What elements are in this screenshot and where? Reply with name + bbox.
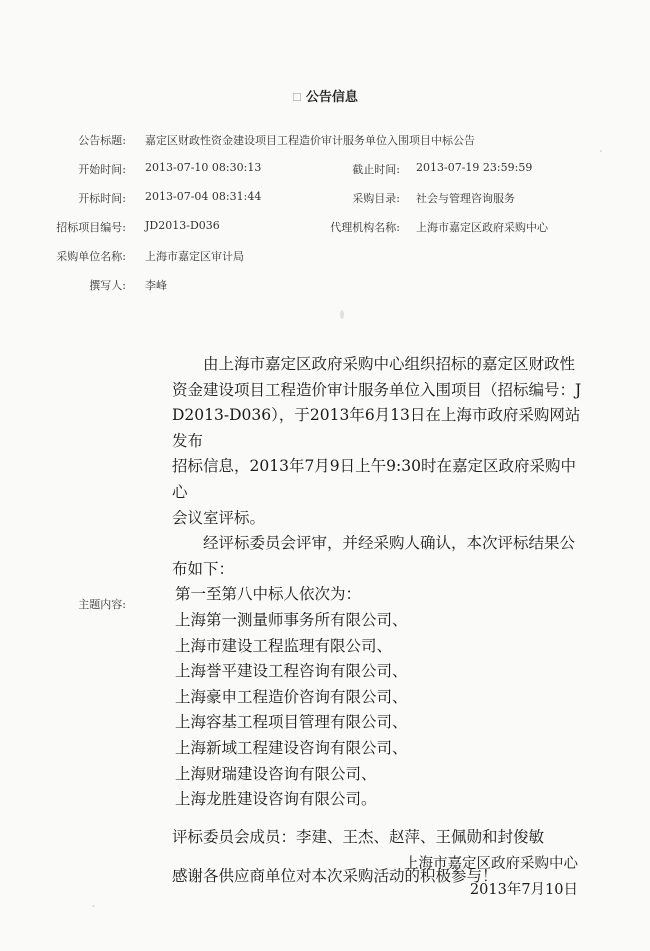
body-line: 布如下： [172,559,235,578]
winner-item: 上海市建设工程监理有限公司、 [175,636,393,655]
body-line: 经评标委员会评审，并经采购人确认，本次评标结果公 [203,534,576,553]
author-label: 撰写人: [89,279,126,292]
purchaser-value: 上海市嘉定区审计局 [145,250,244,263]
project-no-label: 招标项目编号: [56,221,126,234]
signature-org: 上海市嘉定区政府采购中心 [404,856,578,872]
purchaser-label: 采购单位名称: [56,250,126,263]
body-line: 招标信息，2013年7月9日上午9:30时在嘉定区政府采购中心 [172,457,576,501]
body-line: D2013-D036），于2013年6月13日在上海市政府采购网站发布 [172,406,581,450]
catalog-label: 采购目录: [352,192,400,205]
winner-item: 上海誉平建设工程咨询有限公司、 [175,662,408,681]
announcement-body [172,352,582,890]
body-line: 会议室评标。 [172,508,266,527]
checkbox-icon: ☐ [292,91,302,104]
author-value: 李峰 [145,279,167,292]
project-no-value: JD2013-D036 [145,219,220,232]
page-title: ☐ 公告信息 [292,90,358,105]
winner-item: 上海第一测量师事务所有限公司、 [175,610,408,629]
agency-label: 代理机构名称: [330,221,400,234]
deadline-value: 2013-07-19 23:59:59 [416,161,533,174]
start-time-label: 开始时间: [78,163,126,176]
body-line: 由上海市嘉定区政府采购中心组织招标的嘉定区财政性 [203,355,576,373]
winner-item: 上海龙胜建设咨询有限公司。 [175,790,377,809]
bid-open-label: 开标时间: [78,192,126,205]
winners-intro: 第一至第八中标人依次为： [175,585,362,604]
deadline-label: 截止时间: [352,163,400,176]
agency-value: 上海市嘉定区政府采购中心 [416,221,548,234]
winner-item: 上海新域工程建设咨询有限公司、 [175,738,408,757]
announce-title-label: 公告标题: [78,134,126,147]
winner-item: 上海容基工程项目管理有限公司、 [175,713,408,732]
scan-speck [92,905,95,907]
content-label: 主题内容: [78,598,126,611]
start-time-value: 2013-07-10 08:30:13 [145,161,262,174]
thanks-line: 感谢各供应商单位对本次采购活动的积极参与！ [172,867,498,886]
signature-date: 2013年7月10日 [469,882,578,898]
committee-members: 评标委员会成员：李建、王杰、赵萍、王佩勋和封俊敏 [172,827,545,846]
winner-item: 上海财瑞建设咨询有限公司、 [175,764,377,783]
bid-open-value: 2013-07-04 08:31:44 [145,190,262,203]
scan-speck [600,150,602,152]
catalog-value: 社会与管理咨询服务 [416,192,515,205]
body-line: 资金建设项目工程造价审计服务单位入围项目（招标编号：J [172,380,582,399]
winner-item: 上海豪申工程造价咨询有限公司、 [175,687,408,706]
announce-title-value: 嘉定区财政性资金建设项目工程造价审计服务单位入围项目中标公告 [145,134,475,147]
scan-speck [340,310,344,319]
